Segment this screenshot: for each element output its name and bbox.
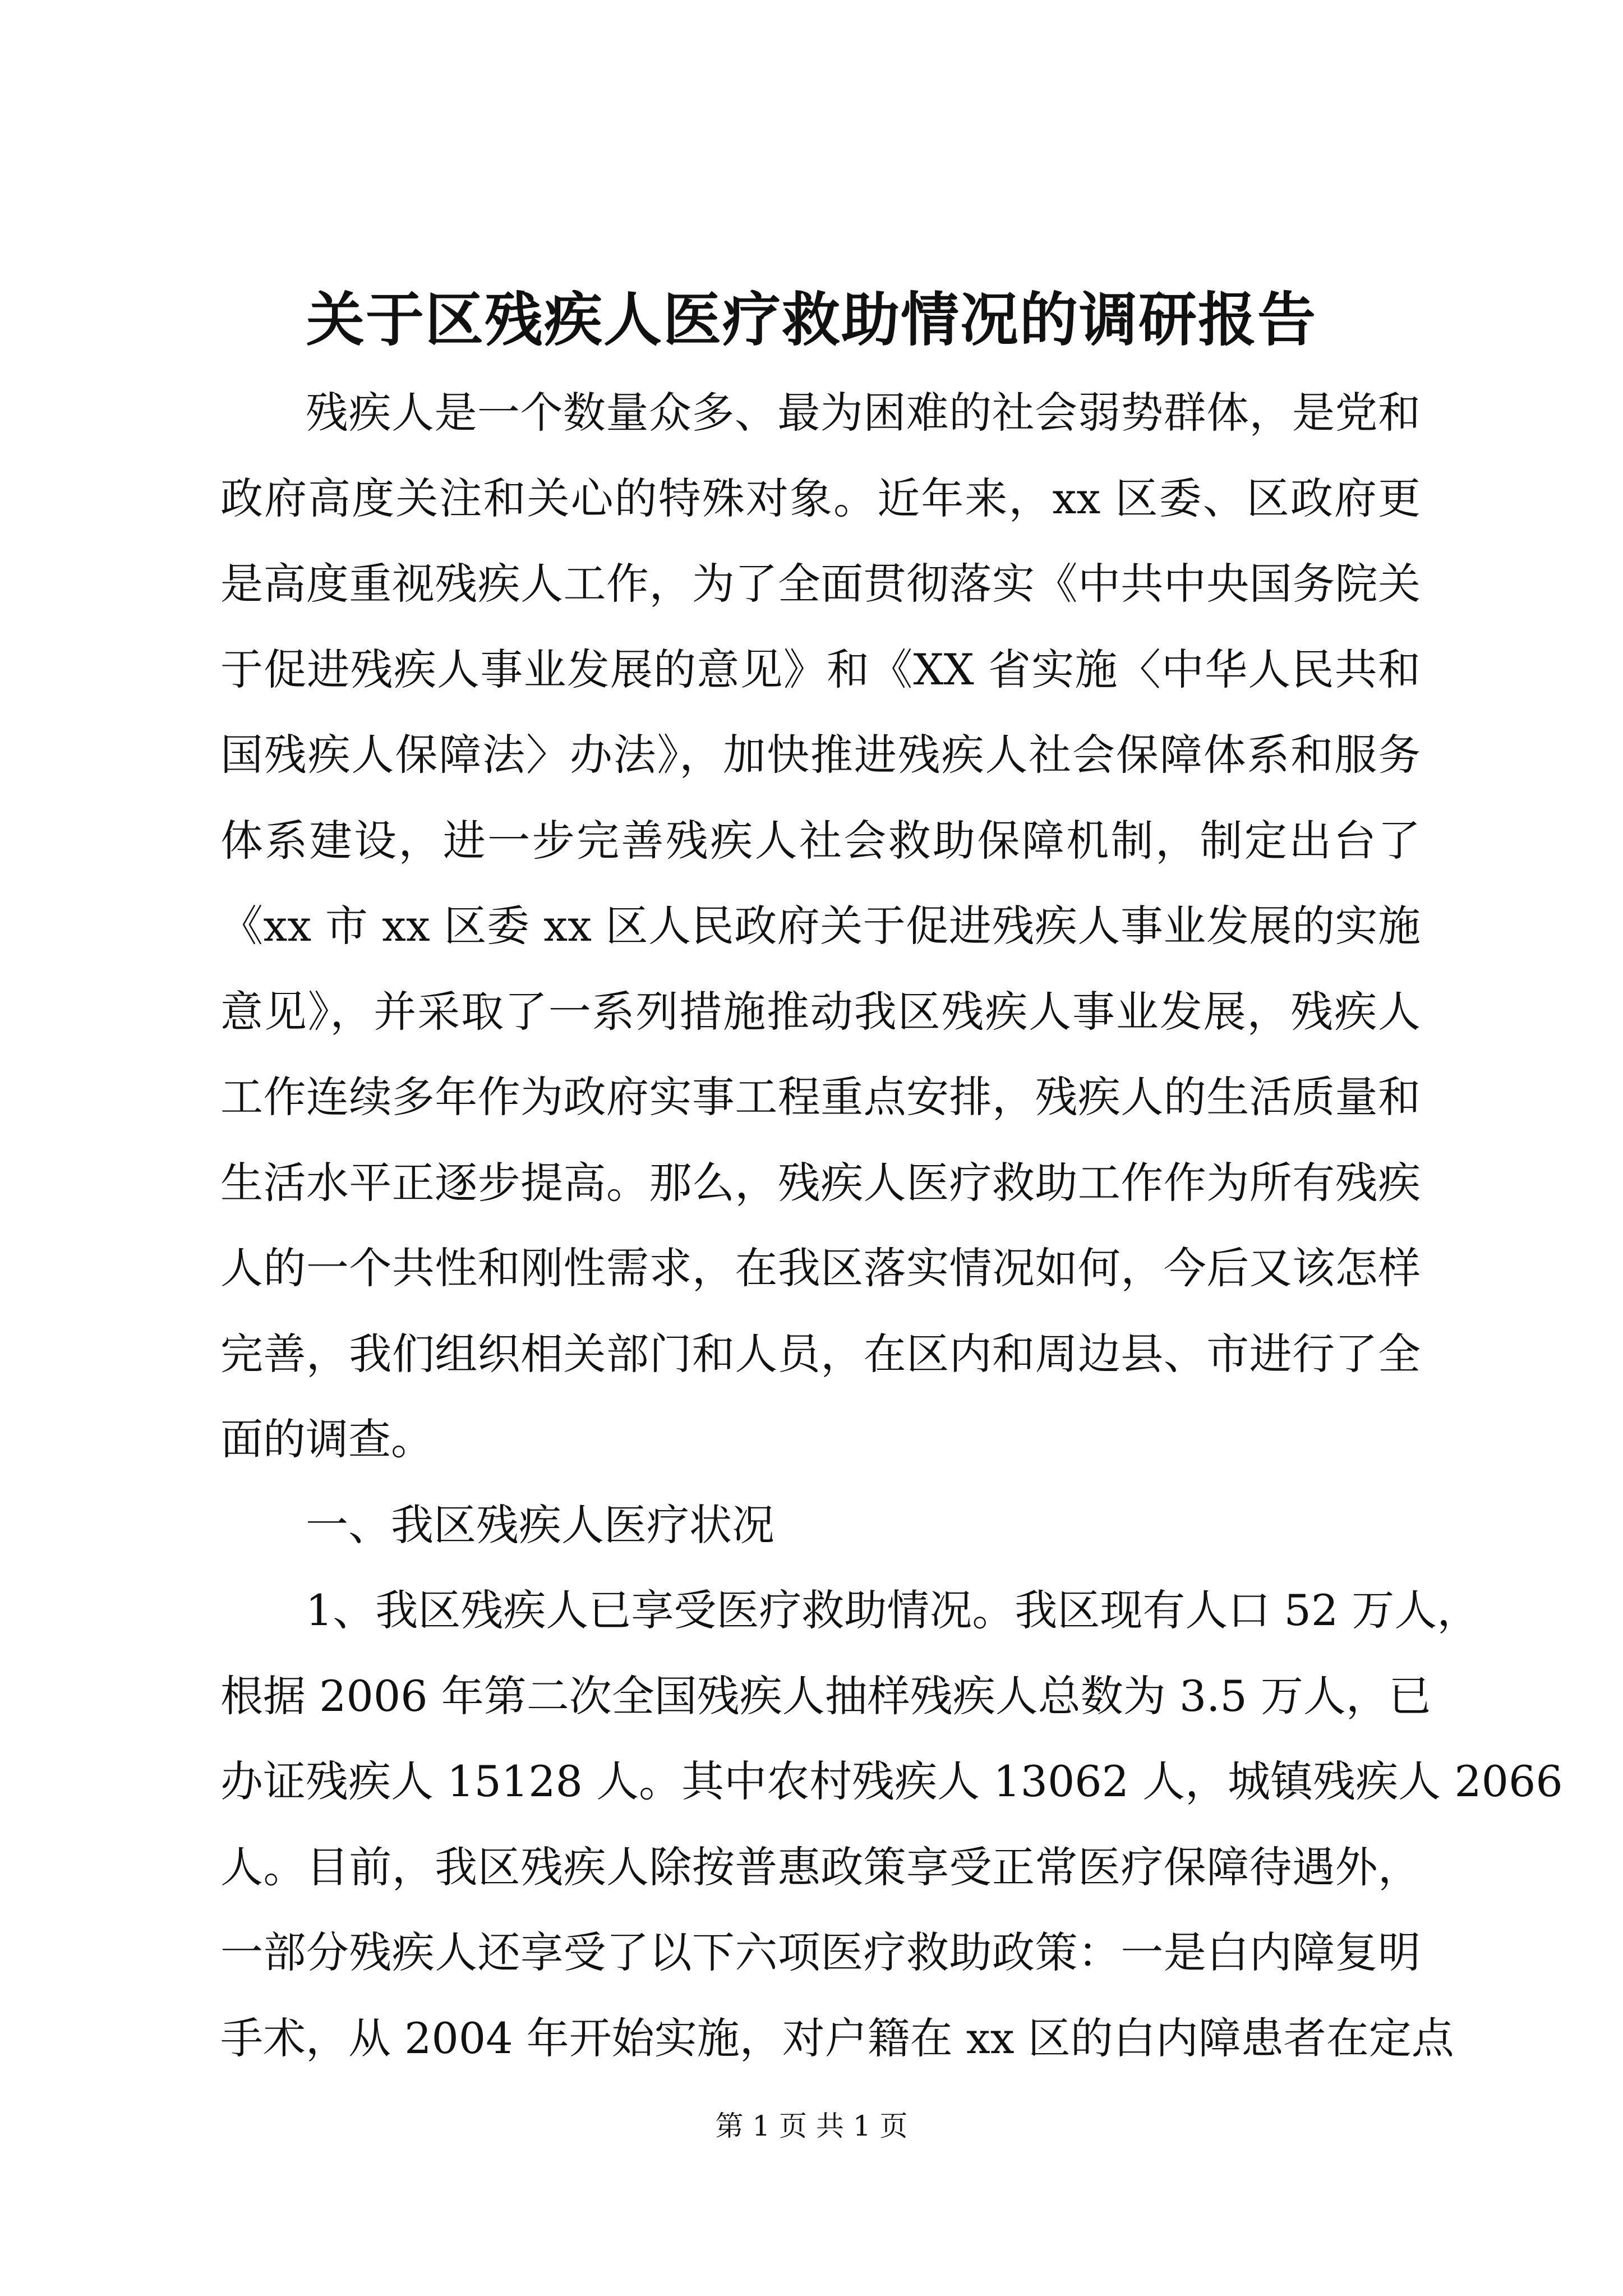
paragraph-line: 人的一个共性和刚性需求，在我区落实情况如何，今后又该怎样 [220,1243,1421,1293]
paragraph-line: 于促进残疾人事业发展的意见》和《XX 省实施〈中华人民共和 [220,644,1421,694]
paragraph-line: 国残疾人保障法〉办法》，加快推进残疾人社会保障体系和服务 [220,730,1421,780]
document-body [220,370,1563,2081]
paragraph-line: 政府高度关注和关心的特殊对象。近年来，xx 区委、区政府更 [220,473,1421,523]
paragraph-line: 面的调查。 [220,1414,434,1464]
paragraph-line: 手术，从 2004 年开始实施，对户籍在 xx 区的白内障患者在定点 [220,2013,1454,2063]
paragraph-line: 生活水平正逐步提高。那么，残疾人医疗救助工作作为所有残疾 [220,1157,1421,1208]
paragraph-line: 一部分残疾人还享受了以下六项医疗救助政策：一是白内障复明 [220,1927,1421,1977]
paragraph-line: 《xx 市 xx 区委 xx 区人民政府关于促进残疾人事业发展的实施 [220,901,1421,951]
paragraph-line: 1、我区残疾人已享受医疗救助情况。我区现有人口 52 万人， [306,1585,1480,1635]
paragraph-line: 残疾人是一个数量众多、最为困难的社会弱势群体，是党和 [306,388,1421,438]
paragraph-line: 意见》，并采取了一系列措施推动我区残疾人事业发展，残疾人 [220,986,1421,1037]
document-title: 关于区残疾人医疗救助情况的调研报告 [306,285,1317,354]
paragraph-line: 办证残疾人 15128 人。其中农村残疾人 13062 人，城镇残疾人 2066 [220,1756,1563,1806]
paragraph-line: 工作连续多年作为政府实事工程重点安排，残疾人的生活质量和 [220,1072,1421,1122]
paragraph-line: 完善，我们组织相关部门和人员，在区内和周边县、市进行了全 [220,1328,1421,1379]
section-heading: 一、我区残疾人医疗状况 [306,1499,774,1550]
paragraph-line: 体系建设，进一步完善残疾人社会救助保障机制，制定出台了 [220,815,1421,866]
paragraph-line: 人。目前，我区残疾人除按普惠政策享受正常医疗保障待遇外， [220,1842,1421,1892]
page-footer: 第 1 页 共 1 页 [715,2110,908,2142]
paragraph-line: 是高度重视残疾人工作，为了全面贯彻落实《中共中央国务院关 [220,559,1421,609]
paragraph-line: 根据 2006 年第二次全国残疾人抽样残疾人总数为 3.5 万人，已 [220,1671,1431,1721]
